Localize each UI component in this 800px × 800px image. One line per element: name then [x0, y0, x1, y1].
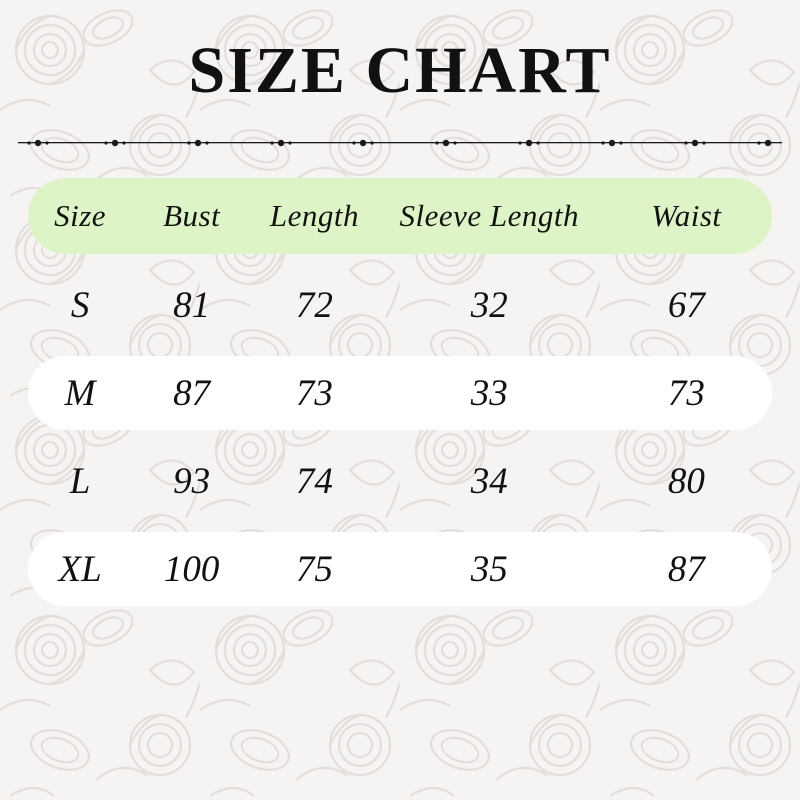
cell-bust: 100	[163, 548, 220, 590]
cell-waist: 67	[667, 284, 705, 326]
table-header-row	[28, 178, 772, 254]
cell-waist: 80	[667, 460, 705, 502]
column-header-length: Length	[269, 198, 359, 233]
cell-length: 74	[295, 460, 333, 502]
cell-bust: 81	[173, 284, 211, 326]
column-header-bust: Bust	[163, 198, 221, 233]
page-title: SIZE CHART	[188, 34, 612, 107]
column-header-size: Size	[54, 198, 107, 233]
column-header-sleeve-length: Sleeve Length	[399, 198, 579, 233]
cell-length: 75	[295, 548, 333, 590]
cell-waist: 73	[667, 372, 705, 414]
cell-size: S	[70, 284, 90, 326]
cell-size: L	[69, 460, 91, 502]
column-header-waist: Waist	[651, 198, 722, 233]
ornamental-divider	[18, 130, 782, 156]
table-row	[28, 532, 772, 606]
cell-length: 72	[295, 284, 333, 326]
cell-sleeve-length: 32	[470, 284, 508, 326]
size-chart-table	[28, 178, 772, 606]
cell-waist: 87	[667, 548, 705, 590]
table-row	[28, 268, 772, 342]
cell-size: M	[64, 372, 96, 414]
table-row	[28, 356, 772, 430]
cell-sleeve-length: 34	[470, 460, 508, 502]
table-row	[28, 444, 772, 518]
cell-sleeve-length: 35	[470, 548, 508, 590]
cell-bust: 87	[173, 372, 211, 414]
cell-length: 73	[295, 372, 333, 414]
cell-sleeve-length: 33	[470, 372, 508, 414]
cell-size: XL	[58, 548, 102, 590]
cell-bust: 93	[173, 460, 211, 502]
